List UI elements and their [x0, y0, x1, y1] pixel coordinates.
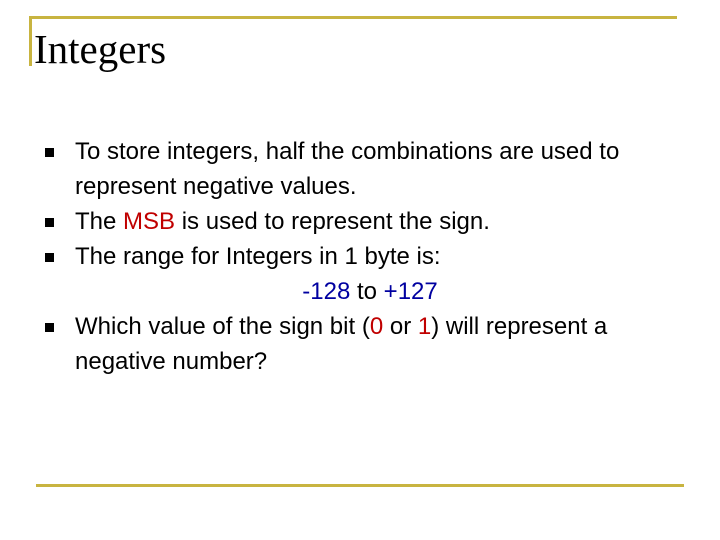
sign-bit-one: 1 — [417, 313, 432, 340]
question-prefix: Which value of the sign bit ( — [75, 313, 370, 340]
bullet-item-range — [40, 239, 680, 274]
bullet-list — [40, 134, 680, 379]
title-top-rule — [29, 16, 677, 19]
square-bullet-icon — [45, 323, 54, 332]
bullet-item-msb — [40, 204, 680, 239]
bullet-text-prefix: The — [75, 208, 124, 235]
slide-title: Integers — [34, 26, 167, 72]
range-high-value: +127 — [383, 278, 438, 305]
title-left-rule — [29, 16, 32, 66]
range-connector: to — [350, 278, 384, 305]
range-low-value: -128 — [302, 278, 351, 305]
bullet-item-question — [40, 309, 680, 379]
bullet-text: To store integers, half the combinations are used to represent negative values. — [75, 138, 620, 200]
bullet-item-storage — [40, 134, 680, 204]
bullet-text-suffix: is used to represent the sign. — [175, 208, 490, 235]
square-bullet-icon — [45, 218, 54, 227]
square-bullet-icon — [45, 148, 54, 157]
range-values-line — [60, 274, 680, 309]
square-bullet-icon — [45, 253, 54, 262]
bottom-rule — [36, 484, 684, 487]
sign-bit-zero: 0 — [369, 313, 384, 340]
question-or: or — [383, 313, 418, 340]
msb-term: MSB — [123, 208, 176, 235]
bullet-text: The range for Integers in 1 byte is: — [75, 243, 441, 270]
question-suffix: ) will represent a negative number? — [75, 313, 608, 375]
